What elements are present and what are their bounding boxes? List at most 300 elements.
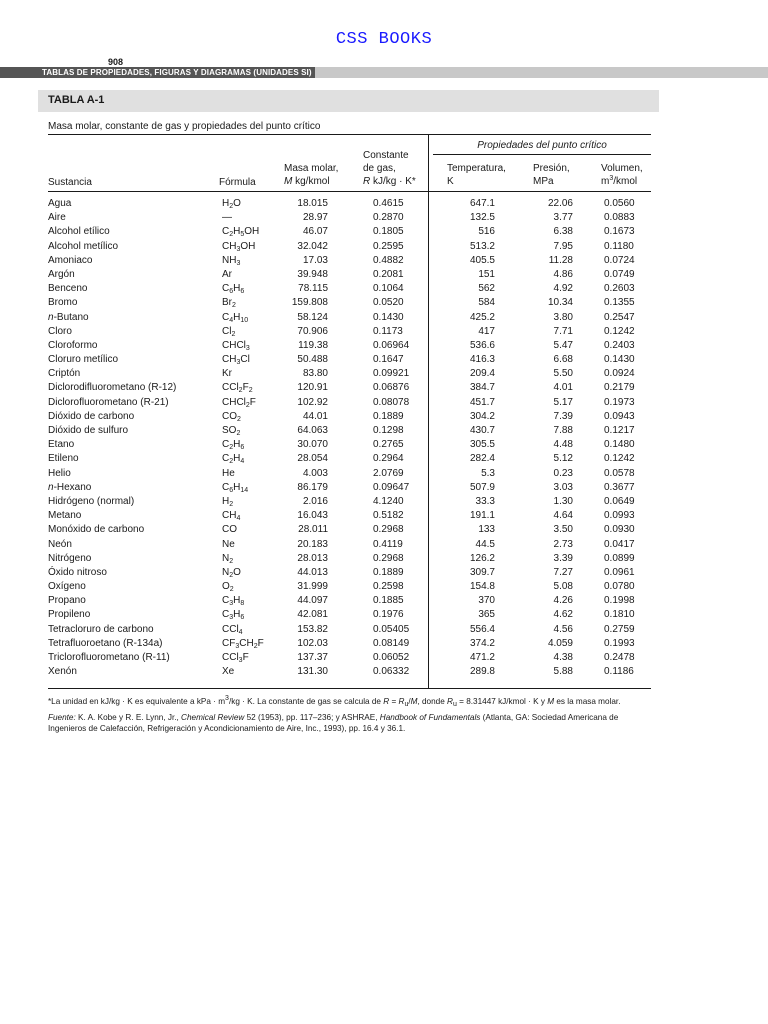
chemical-formula <box>222 608 244 622</box>
molar-mass-cell: 58.124 <box>297 311 328 323</box>
gas-constant-cell: 0.08078 <box>373 396 410 408</box>
substance-name-text: Aire <box>48 212 66 224</box>
temperature-cell: 513.2 <box>469 240 495 252</box>
substance-name-text: Nitrógeno <box>48 552 92 564</box>
temperature-cell: 451.7 <box>469 396 495 408</box>
molar-mass-cell: 28.054 <box>297 453 328 465</box>
molar-mass-cell: 31.999 <box>297 581 328 593</box>
temperature-cell: 44.5 <box>475 538 495 550</box>
formula-part: 3 <box>236 259 241 267</box>
footnote-part: = <box>389 697 399 706</box>
pressure-cell: 5.08 <box>553 581 573 593</box>
substance-name-text: Diclorofluorometano (R-21) <box>48 396 169 408</box>
table-row <box>0 665 768 679</box>
chemical-formula <box>222 339 250 353</box>
source-note <box>48 712 651 734</box>
temperature-cell: 507.9 <box>469 481 495 493</box>
formula-part: — <box>222 212 232 224</box>
formula-part: C <box>222 609 230 621</box>
temperature-cell: 405.5 <box>469 254 495 266</box>
table-row <box>0 396 768 410</box>
critical-properties-header: Propiedades del punto crítico <box>477 140 607 151</box>
gas-constant-cell: 0.1173 <box>373 325 403 337</box>
pressure-cell: 3.50 <box>553 524 573 536</box>
formula-part: CO <box>222 410 237 422</box>
chemical-formula <box>222 225 259 239</box>
formula-part: 3 <box>229 614 234 622</box>
volume-cell: 0.2547 <box>604 311 635 323</box>
header-gas-constant-line2: de gas, <box>363 163 396 174</box>
volume-cell: 0.0780 <box>604 581 635 593</box>
gas-constant-cell: 0.06332 <box>373 666 410 678</box>
header-molar-mass-var: M <box>284 176 293 187</box>
table-row <box>0 594 768 608</box>
pressure-cell: 5.50 <box>553 368 573 380</box>
temperature-cell: 209.4 <box>469 368 495 380</box>
substance-name-text: Óxido nitroso <box>48 566 107 578</box>
formula-part: C <box>222 481 230 493</box>
formula-part: OH <box>244 226 260 238</box>
table-row <box>0 452 768 466</box>
formula-part: 2 <box>237 415 241 423</box>
table-row <box>0 311 768 325</box>
chemical-formula <box>222 467 235 481</box>
substance-name-text: Triclorofluorometano (R-11) <box>48 652 170 663</box>
substance-name-text: Dióxido de sulfuro <box>48 425 129 436</box>
page-number: 908 <box>108 57 124 67</box>
gas-constant-cell: 0.2595 <box>373 240 404 252</box>
substance-name-text: Alcohol etílico <box>48 226 110 238</box>
header-volume-line1: Volumen, <box>601 163 643 174</box>
table-row <box>0 438 768 452</box>
footnote-part: R <box>398 697 405 706</box>
substance-name-text: Hidrógeno (normal) <box>48 495 135 507</box>
volume-cell: 0.1186 <box>604 666 634 678</box>
formula-part: NH <box>222 254 237 266</box>
table-row <box>0 566 768 580</box>
pressure-cell: 4.059 <box>547 637 573 649</box>
volume-cell: 0.1993 <box>604 637 635 649</box>
volume-cell: 0.0749 <box>604 268 635 280</box>
temperature-cell: 425.2 <box>469 311 495 323</box>
formula-part: H <box>233 609 241 621</box>
substance-name-text: Neón <box>48 538 72 550</box>
header-bottom-rule <box>48 191 651 192</box>
volume-cell: 0.0961 <box>604 566 635 578</box>
gas-constant-cell: 0.1885 <box>373 595 404 607</box>
substance-name-text: -Butano <box>53 311 89 323</box>
header-volume-unit-sup: 3 <box>609 175 614 182</box>
chemical-formula <box>222 325 235 339</box>
header-molar-mass <box>284 162 338 188</box>
substance-name-text: Benceno <box>48 283 88 295</box>
formula-part: CCl <box>222 623 239 635</box>
header-gas-constant-var: R <box>363 176 371 187</box>
temperature-cell: 133 <box>478 524 495 536</box>
substance-name <box>48 637 163 651</box>
volume-cell: 0.0417 <box>604 538 635 550</box>
substance-name-text: Alcohol metílico <box>48 240 119 252</box>
formula-part: H <box>222 198 230 209</box>
molar-mass-cell: 16.043 <box>297 510 328 522</box>
formula-part: 2 <box>229 444 234 452</box>
molar-mass-cell: 102.03 <box>297 637 328 649</box>
table-bottom-rule <box>48 688 651 689</box>
molar-mass-cell: 159.808 <box>291 297 328 309</box>
substance-name-text: Cloro <box>48 325 72 337</box>
pressure-cell: 7.71 <box>553 325 573 337</box>
molar-mass-cell: 50.488 <box>297 354 328 366</box>
chemical-formula <box>222 381 253 395</box>
formula-part: 2 <box>229 557 234 565</box>
substance-name <box>48 452 79 466</box>
formula-part: 5 <box>240 231 245 239</box>
substance-name-text: Helio <box>48 467 71 479</box>
table-row <box>0 211 768 225</box>
pressure-cell: 3.77 <box>553 212 573 224</box>
substance-name <box>48 665 77 679</box>
header-pressure <box>533 162 570 188</box>
gas-constant-cell: 0.2968 <box>373 524 404 536</box>
substance-name <box>48 225 110 239</box>
formula-part: 2 <box>229 586 234 594</box>
pressure-cell: 7.88 <box>553 425 573 436</box>
formula-part: CH <box>222 354 237 366</box>
formula-part: 8 <box>240 600 245 608</box>
molar-mass-cell: 30.070 <box>297 439 328 451</box>
molar-mass-cell: 32.042 <box>297 240 328 252</box>
gas-constant-cell: 0.1430 <box>373 311 404 323</box>
volume-cell: 0.0560 <box>604 198 635 209</box>
formula-part: F <box>257 637 264 649</box>
gas-constant-cell: 2.0769 <box>373 467 404 479</box>
molar-mass-cell: 42.081 <box>297 609 328 621</box>
table-title-bar <box>38 90 659 112</box>
formula-part: CHCl <box>222 339 246 351</box>
volume-cell: 0.1180 <box>604 240 634 252</box>
chemical-formula <box>222 523 237 537</box>
molar-mass-cell: 86.179 <box>297 481 328 493</box>
volume-cell: 0.0930 <box>604 524 635 536</box>
gas-constant-cell: 0.1647 <box>373 354 404 366</box>
header-gas-constant-line1: Constante <box>363 150 409 161</box>
temperature-cell: 562 <box>478 283 495 295</box>
chemical-formula <box>222 211 232 225</box>
substance-name <box>48 211 66 225</box>
chemical-formula <box>222 623 243 637</box>
formula-part: CH <box>239 637 254 649</box>
volume-cell: 0.0883 <box>604 212 635 224</box>
pressure-cell: 4.38 <box>553 652 573 663</box>
formula-part: 2 <box>229 571 234 579</box>
temperature-cell: 151 <box>478 268 495 280</box>
temperature-cell: 370 <box>478 595 495 607</box>
molar-mass-cell: 70.906 <box>297 325 328 337</box>
header-pressure-line1: Presión, <box>533 163 570 174</box>
formula-part: F <box>242 652 249 663</box>
substance-name <box>48 254 92 268</box>
header-gas-constant <box>363 149 416 188</box>
header-volume-unit-b: /kmol <box>613 176 638 187</box>
header-temperature-line2: K <box>447 176 454 187</box>
table-row <box>0 424 768 438</box>
formula-part: Ne <box>222 538 235 550</box>
volume-cell: 0.3677 <box>604 481 635 493</box>
molar-mass-cell: 83.80 <box>302 368 328 380</box>
temperature-cell: 416.3 <box>469 354 495 366</box>
chemical-formula <box>222 580 234 594</box>
substance-name-text: Metano <box>48 510 82 522</box>
table-row <box>0 538 768 552</box>
volume-cell: 0.0899 <box>604 552 635 564</box>
volume-cell: 0.1430 <box>604 354 635 366</box>
substance-name <box>48 594 86 608</box>
substance-name <box>48 608 90 622</box>
formula-part: H <box>233 311 241 323</box>
substance-name <box>48 580 86 594</box>
temperature-cell: 430.7 <box>469 425 495 436</box>
substance-name-text: Tetrafluoroetano (R-134a) <box>48 637 163 649</box>
formula-part: H <box>233 481 241 493</box>
substance-name <box>48 268 75 282</box>
formula-part: 2 <box>232 302 236 310</box>
temperature-cell: 5.3 <box>481 467 495 479</box>
molar-mass-cell: 39.948 <box>297 268 328 280</box>
formula-part: 2 <box>248 387 253 395</box>
temperature-cell: 132.5 <box>469 212 495 224</box>
formula-part: 2 <box>253 642 258 650</box>
temperature-cell: 289.8 <box>469 666 495 678</box>
formula-part: 6 <box>240 444 245 452</box>
volume-cell: 0.1355 <box>604 297 635 309</box>
formula-part: 2 <box>236 430 241 437</box>
table-row <box>0 282 768 296</box>
formula-part: CF <box>222 637 236 649</box>
source-part: Handbook of Fundamentals <box>379 713 481 722</box>
temperature-cell: 191.1 <box>469 510 495 522</box>
substance-name <box>48 651 170 665</box>
temperature-cell: 154.8 <box>469 581 495 593</box>
source-part: Chemical Review <box>181 713 245 722</box>
formula-part: Br <box>222 297 232 309</box>
formula-part: 4 <box>229 316 234 324</box>
table-top-rule <box>48 134 651 135</box>
formula-part: 14 <box>240 486 249 494</box>
formula-part: 2 <box>231 330 236 338</box>
chemical-formula <box>222 594 244 608</box>
substance-name <box>48 367 80 381</box>
table-caption: Masa molar, constante de gas y propiedades del punto crítico <box>48 121 321 132</box>
table-row <box>0 325 768 339</box>
header-temperature <box>447 162 506 188</box>
substance-name <box>48 410 134 424</box>
temperature-cell: 556.4 <box>469 623 495 635</box>
pressure-cell: 3.80 <box>553 311 573 323</box>
table-row <box>0 296 768 310</box>
substance-name-prefix: n <box>48 311 54 323</box>
formula-part: 3 <box>238 657 243 664</box>
formula-part: He <box>222 467 235 479</box>
formula-part: 2 <box>229 231 234 239</box>
footnote-part: , donde <box>417 697 448 706</box>
pressure-cell: 5.17 <box>553 396 573 408</box>
substance-name <box>48 311 89 325</box>
pressure-cell: 4.56 <box>553 623 573 635</box>
molar-mass-cell: 28.97 <box>302 212 328 224</box>
table-row <box>0 495 768 509</box>
pressure-cell: 0.23 <box>553 467 573 479</box>
header-molar-mass-line2 <box>284 175 338 188</box>
formula-part: O <box>233 198 241 209</box>
molar-mass-cell: 28.013 <box>297 552 328 564</box>
substance-name <box>48 623 154 637</box>
formula-part: CO <box>222 524 237 536</box>
chemical-formula <box>222 410 241 424</box>
molar-mass-cell: 78.115 <box>298 283 328 295</box>
gas-constant-cell: 0.09921 <box>373 368 410 380</box>
substance-name <box>48 424 128 438</box>
gas-constant-cell: 0.2765 <box>373 439 404 451</box>
molar-mass-cell: 2.016 <box>302 495 328 507</box>
header-formula: Fórmula <box>219 177 256 188</box>
formula-part: 4 <box>236 515 241 523</box>
formula-part: Cl <box>222 325 232 337</box>
formula-part: H <box>233 595 241 607</box>
temperature-cell: 536.6 <box>469 339 495 351</box>
formula-part: CH <box>222 240 237 252</box>
substance-name <box>48 481 91 495</box>
watermark: CSS BOOKS <box>335 30 433 49</box>
table-row <box>0 240 768 254</box>
chemical-formula <box>222 509 240 523</box>
pressure-cell: 4.26 <box>553 595 573 607</box>
substance-name <box>48 538 72 552</box>
formula-part: CHCl <box>222 396 246 408</box>
chemical-formula <box>222 665 234 679</box>
gas-constant-cell: 0.1064 <box>373 283 404 295</box>
substance-name-text: Agua <box>48 198 72 209</box>
pressure-cell: 1.30 <box>553 495 573 507</box>
table-label: TABLA A-1 <box>48 94 105 106</box>
temperature-cell: 584 <box>478 297 495 309</box>
substance-name-text: Bromo <box>48 297 78 309</box>
volume-cell: 0.2478 <box>604 652 635 663</box>
substance-name <box>48 381 176 395</box>
formula-part: H <box>233 453 241 465</box>
footnote <box>48 696 651 707</box>
molar-mass-cell: 44.01 <box>302 410 328 422</box>
chemical-formula <box>222 495 233 509</box>
formula-part: C <box>222 311 230 323</box>
chemical-formula <box>222 481 248 495</box>
formula-part: O <box>222 581 230 593</box>
formula-part: H <box>222 495 230 507</box>
molar-mass-cell: 102.92 <box>297 396 328 408</box>
formula-part: 3 <box>235 642 240 650</box>
temperature-cell: 471.2 <box>469 652 495 663</box>
formula-part: 6 <box>229 486 234 494</box>
footnote-part: M <box>410 697 418 706</box>
substance-name <box>48 552 91 566</box>
gas-constant-cell: 0.0520 <box>373 297 404 309</box>
substance-name-text: Etano <box>48 439 75 451</box>
pressure-cell: 5.88 <box>553 666 573 678</box>
formula-part: Cl <box>240 354 250 366</box>
formula-part: F <box>242 382 249 394</box>
formula-part: 10 <box>240 316 249 324</box>
molar-mass-cell: 64.063 <box>297 425 328 436</box>
gas-constant-cell: 0.06964 <box>373 339 410 351</box>
temperature-cell: 365 <box>478 609 495 621</box>
table-row <box>0 339 768 353</box>
substance-name-text: Argón <box>48 268 75 280</box>
molar-mass-cell: 44.013 <box>297 566 328 578</box>
formula-part: H <box>233 226 241 238</box>
header-substance: Sustancia <box>48 177 92 188</box>
substance-name <box>48 339 97 353</box>
table-row <box>0 353 768 367</box>
volume-cell: 0.2179 <box>604 382 635 394</box>
table-row <box>0 580 768 594</box>
pressure-cell: 4.86 <box>553 268 573 280</box>
formula-part: F <box>249 396 256 408</box>
source-part: (Atlanta, GA: Sociedad Americana de Ingenieros de Calefacción, Refrigeración y Acondicionamiento de Aire, Inc., 1993), pp. 16.4 y 36.1. <box>48 713 619 733</box>
substance-name <box>48 325 72 339</box>
temperature-cell: 33.3 <box>475 495 495 507</box>
chemical-formula <box>222 197 241 211</box>
volume-cell: 0.1242 <box>604 453 635 465</box>
footnote-part: *La unidad en kJ/kg · K es equivalente a kPa · m <box>48 697 226 706</box>
table-row <box>0 651 768 665</box>
chemical-formula <box>222 424 240 438</box>
chemical-formula <box>222 268 232 282</box>
substance-name-prefix: n <box>48 481 54 493</box>
volume-cell: 0.0993 <box>604 510 635 522</box>
table-row <box>0 552 768 566</box>
chemical-formula <box>222 311 248 325</box>
temperature-cell: 305.5 <box>469 439 495 451</box>
substance-name-text: Cloruro metílico <box>48 354 119 366</box>
pressure-cell: 4.01 <box>553 382 573 394</box>
chemical-formula <box>222 438 244 452</box>
pressure-cell: 4.48 <box>553 439 573 451</box>
chemical-formula <box>222 353 250 367</box>
gas-constant-cell: 0.08149 <box>373 637 410 649</box>
formula-part: 6 <box>240 288 245 296</box>
substance-name <box>48 353 118 367</box>
chemical-formula <box>222 296 236 310</box>
header-molar-mass-unit: kg/kmol <box>292 176 330 187</box>
temperature-cell: 282.4 <box>469 453 495 465</box>
formula-part: H <box>233 283 241 295</box>
gas-constant-cell: 0.1889 <box>373 566 404 578</box>
table-row <box>0 637 768 651</box>
pressure-cell: 2.73 <box>553 538 573 550</box>
header-gas-constant-line3 <box>363 175 416 188</box>
pressure-cell: 11.28 <box>548 254 573 266</box>
substance-name-text: -Hexano <box>53 481 92 493</box>
volume-cell: 0.0649 <box>604 495 635 507</box>
formula-part: 3 <box>236 245 241 253</box>
table-row <box>0 608 768 622</box>
formula-part: O <box>233 566 241 578</box>
table-row <box>0 225 768 239</box>
gas-constant-cell: 0.4882 <box>373 254 404 266</box>
substance-name-text: Dióxido de carbono <box>48 410 135 422</box>
footnote-part: R <box>447 697 453 706</box>
formula-part: N <box>222 566 230 578</box>
formula-part: C <box>222 439 230 451</box>
